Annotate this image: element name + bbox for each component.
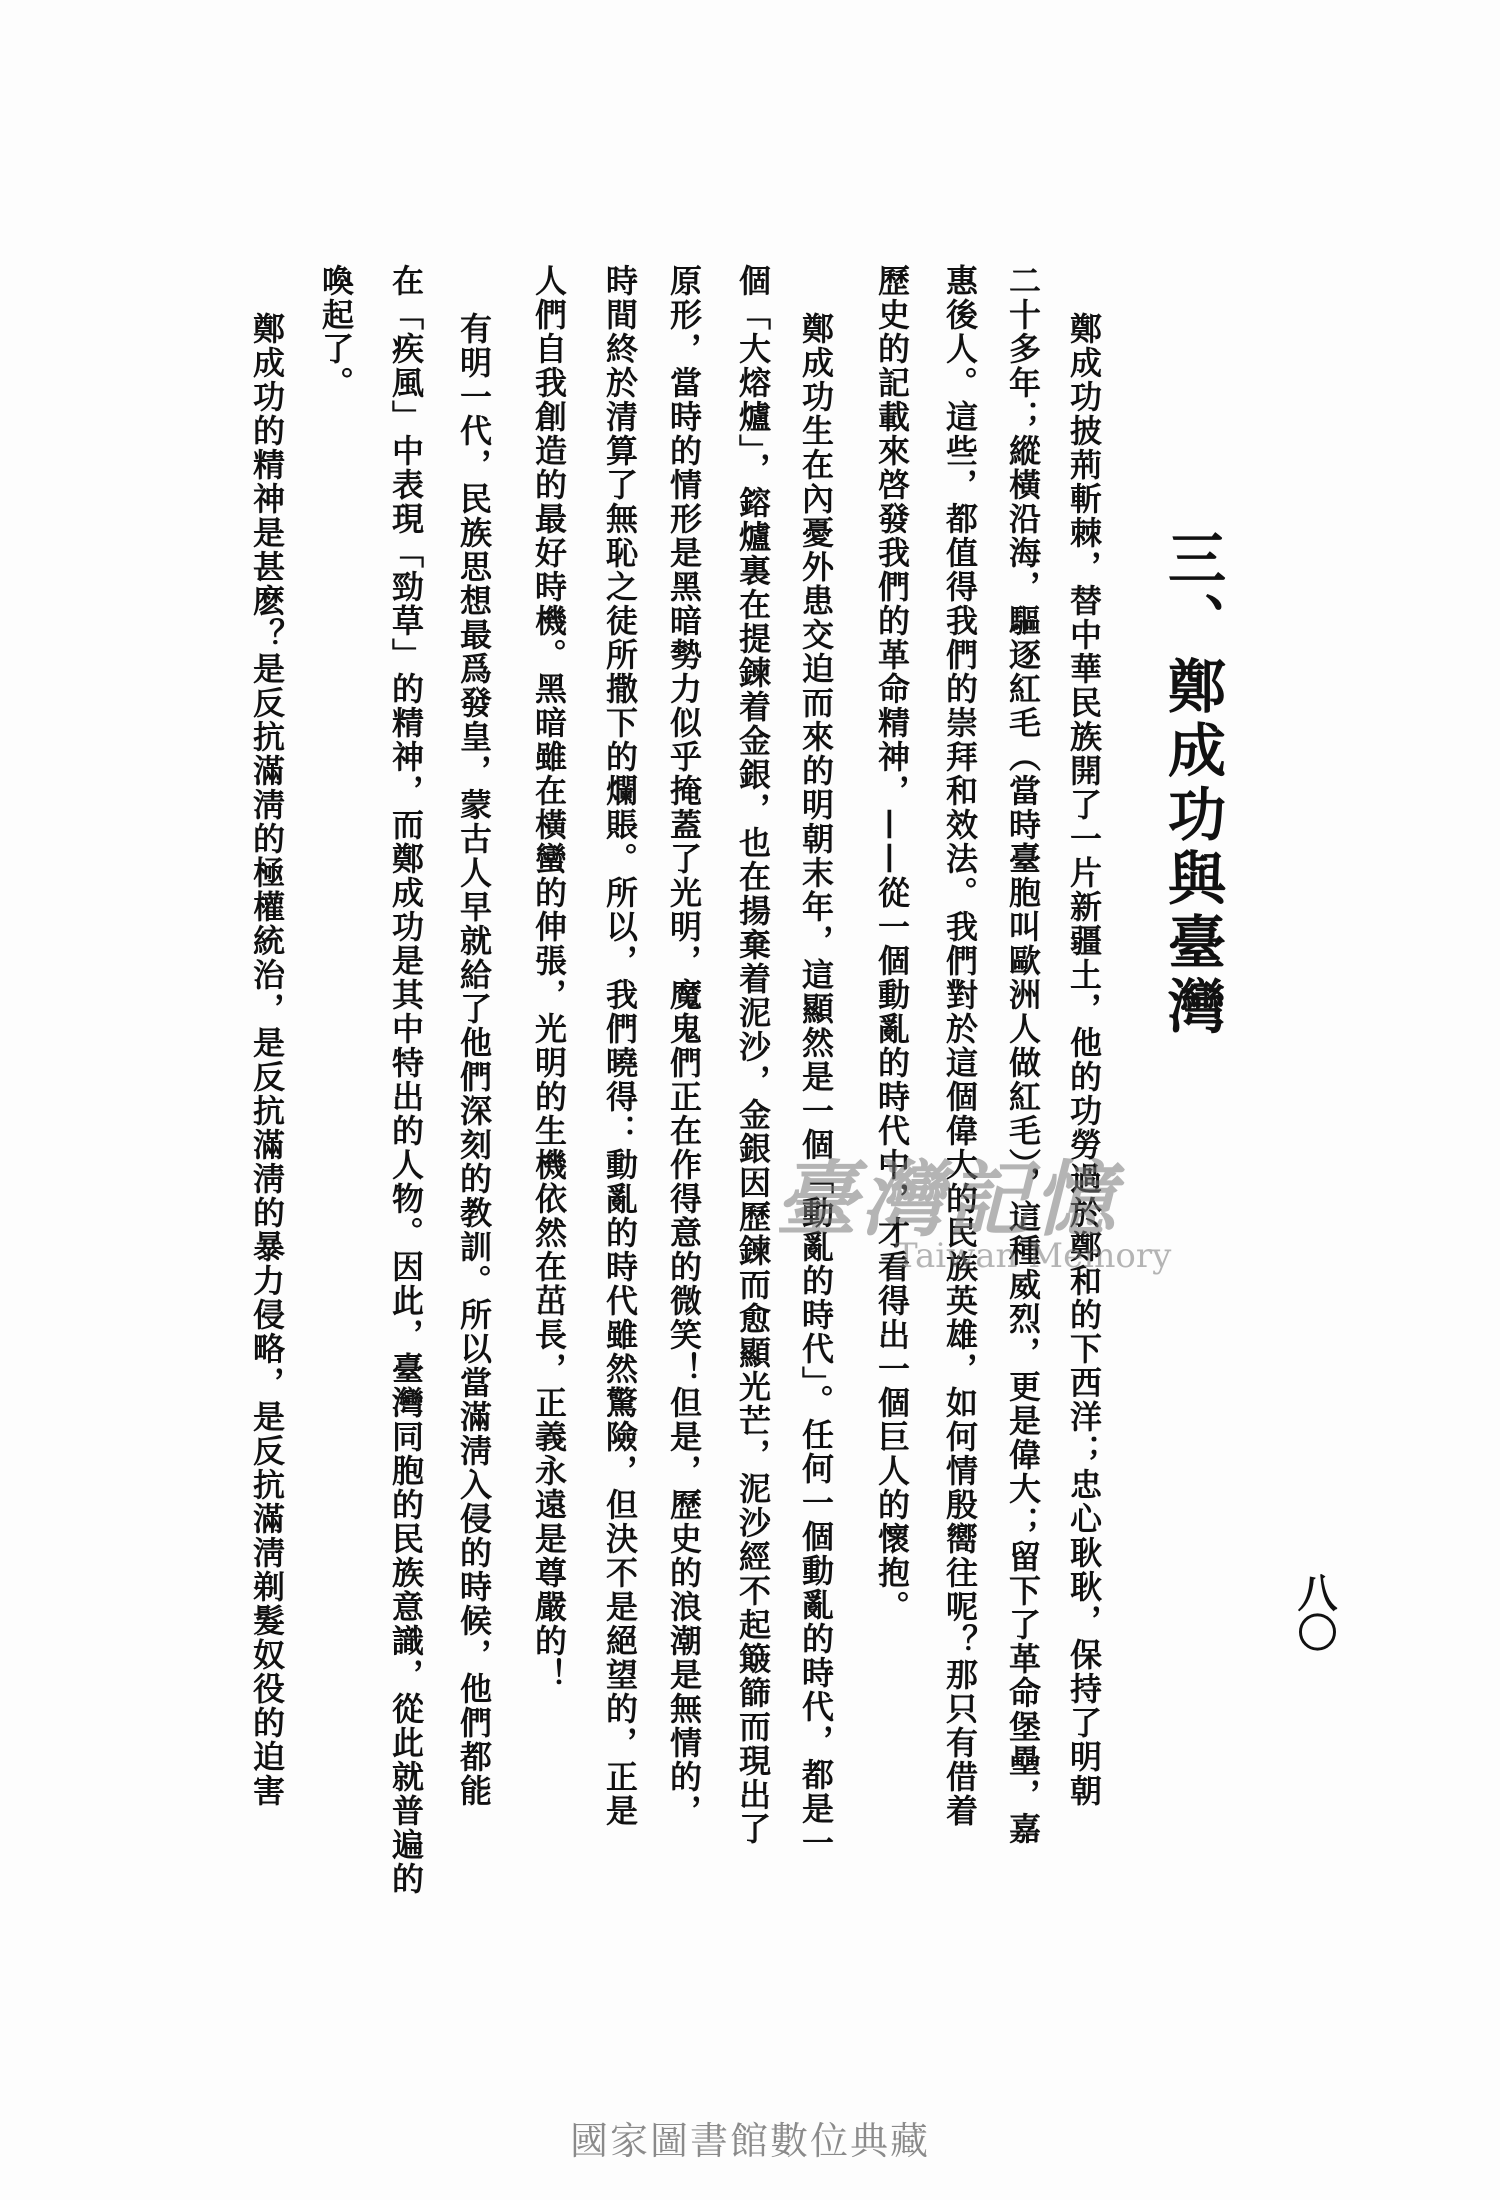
chapter-title: 三、鄭成功與臺灣: [1158, 528, 1226, 1040]
text-column: 個「大熔爐」，鎔爐裏在提鍊着金銀，也在揚棄着泥沙，金銀因歷鍊而愈顯光芒，泥沙經不起簸篩而現出了: [734, 264, 772, 1846]
text-column: 鄭成功生在內憂外患交迫而來的明朝末年，這顯然是一個「動亂的時代」。任何一個動亂的時代，都是一: [797, 312, 835, 1860]
footer-credit: 國家圖書館數位典藏: [569, 2119, 930, 2163]
text-column: 喚起了。: [317, 264, 355, 400]
text-column: 原形，當時的情形是黑暗勢力似乎掩蓋了光明，魔鬼們正在作得意的微笑！但是，歷史的浪潮是無情的，: [665, 264, 703, 1828]
page-number: 八〇: [1291, 1572, 1338, 1652]
text-column: 歷史的記載來啓發我們的革命精神，——從一個動亂的時代中，才看得出一個巨人的懷抱。: [873, 264, 911, 1624]
text-column: 二十多年；縱橫沿海，驅逐紅毛（當時臺胞叫歐洲人做紅毛），這種威烈，更是偉大；留下了革命堡壘，嘉: [1004, 264, 1042, 1846]
text-column: 人們自我創造的最好時機。黑暗雖在橫蠻的伸張，光明的生機依然在茁長，正義永遠是尊嚴的！: [530, 264, 568, 1692]
text-column: 惠後人。這些，都值得我們的崇拜和效法。我們對於這個偉大的民族英雄，如何情殷嚮往呢？那只有借着: [941, 264, 979, 1828]
text-column: 鄭成功披荊斬棘，替中華民族開了一片新疆土，他的功勞過於鄭和的下西洋；忠心耿耿，保持了明朝: [1065, 312, 1103, 1808]
text-column: 鄭成功的精神是甚麽？是反抗滿淸的極權統治，是反抗滿淸的暴力侵略，是反抗滿淸剃髮奴役的迫害: [248, 312, 286, 1808]
text-column: 有明一代，民族思想最爲發皇，蒙古人早就給了他們深刻的教訓。所以當滿淸入侵的時候，他們都能: [455, 312, 493, 1808]
watermark-english: Taiwan Memory: [895, 1236, 1172, 1276]
text-column: 在「疾風」中表現「勁草」的精神，而鄭成功是其中特出的人物。因此，臺灣同胞的民族意識，從此就普遍的: [387, 264, 425, 1896]
text-column: 時間終於清算了無恥之徒所撒下的爛賬。所以，我們曉得：動亂的時代雖然驚險，但決不是絕望的，正是: [601, 264, 639, 1828]
watermark-chinese: 臺灣記憶: [775, 1152, 1119, 1248]
